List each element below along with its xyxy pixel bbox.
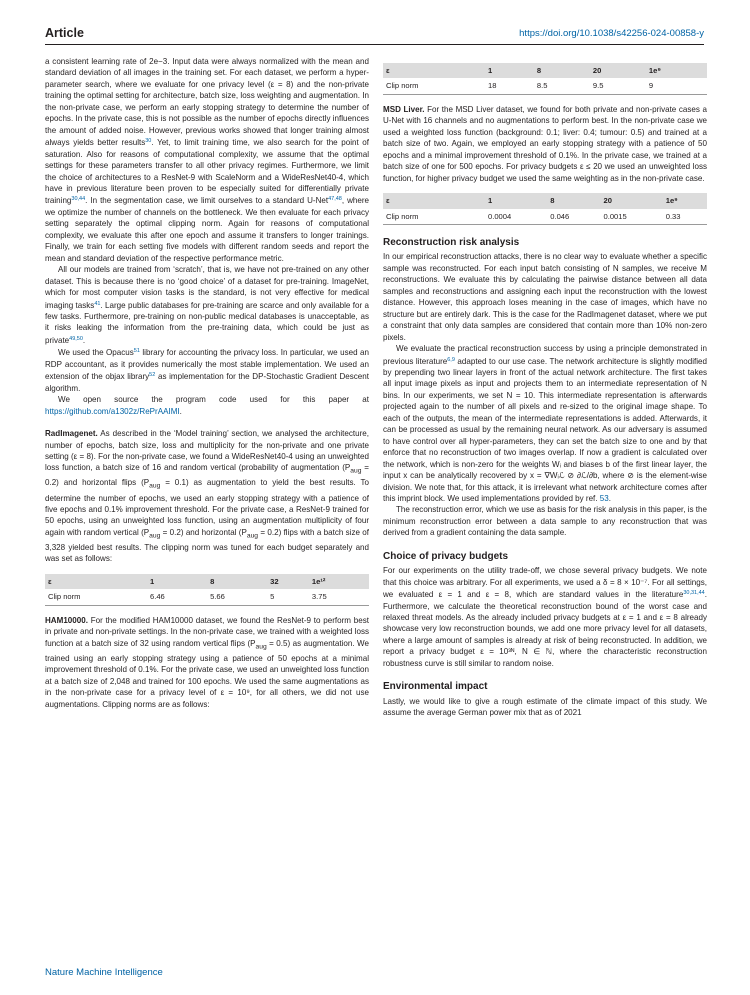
paragraph-ham10000: HAM10000. For the modified HAM10000 dataset, we found the ResNet-9 to perform best in private and non-private settings. In the non-private case, we trained with a weighted loss function at a batch size of 32 using random vertical flips $(P_{aug} = 0.5)$ as augmentation. We trained using an early stopping strategy using a patience of 50 epochs at a minimal improvement threshold of 0.1%. For the private case, we used an unweighted loss function at a batch size of 2,048 and trained for 100 epochs. We used the same augmentations as in the non-private case for a privacy level of ε = 10⁹, for all others, we did not use augmentations. Clipping norms are as follows: <box>45 615 369 709</box>
heading-environmental-impact: Environmental impact <box>383 681 488 693</box>
header-rule <box>45 44 704 45</box>
citation[interactable]: 30,44 <box>71 196 86 203</box>
paragraph-reconstruction-1: In our empirical reconstruction attacks, there is no clear way to evaluate whether a specific sample was reconstructed. For each input batch consisting of N samples, we receive M reconstructions. We evaluate this by calculating the pairwise distance between all data samples and reconstructions and assigning each input the reconstruction with the lowest distance. However, this approach loses meaning in the case of images, which have no structure but are entirely dark. This is the case for the RadImagenet dataset, where we put a constraint that only data samples are considered that contain more than 10% non-zero pixels. <box>383 252 707 342</box>
msd-clip-table: ε 1 8 20 1e⁹ Clip norm 0.0004 0.046 0.0015 0.33 <box>383 193 707 225</box>
radimagenet-clip-table: ε 1 8 32 1e¹² Clip norm 6.46 5.66 5 3.75 <box>45 574 369 606</box>
citation[interactable]: 30,31,44 <box>683 590 705 597</box>
citation[interactable]: 51 <box>133 348 140 355</box>
doi-link[interactable]: https://doi.org/10.1038/s42256-024-00858-y <box>519 28 704 39</box>
paragraph-training: a consistent learning rate of 2e−3. Input data were always normalized with the mean and standard deviation of all images in the training set. For each dataset, we perform a hyper-parameter search, where we evaluate for one privacy level (ε = 8) and the non-private training the optimal setting for architecture, batch size, loss weighting and augmentation. In the non-private case, we perform an early stopping strategy to determine the number of epochs. In the private case, this is not possible as the number of epochs directly influences the amount of added noise. However, previous works showed that longer training almost always yields better results$^{30}$. Yet, to limit training time, we also search for the point of saturation. Also for reasons of computational complexity, we assume that the optimal settings for these parameters transfer to all other privacy regimes. Furthermore, we limit the choice of architectures to a ResNet-9 with ScaleNorm and a WideResNet40-4, which have in previous literature been proven to be especially suited for differentially private training$^{30,44}$. In the segmentation case, we limit ourselves to a standard U-Net$^{47,48}$, where we optimize the number of channels on the bottleneck. We then evaluate for each privacy setting separately the optimal clipping norm. Again for reasons of computational complexity, we evaluate this after one epoch and assume it transfers to longer trainings. Finally, we train for each setting five models with different random seeds and report the mean and standard deviation of the respective performance metric. <box>45 57 369 263</box>
citation[interactable]: 6,9 <box>447 356 455 363</box>
paragraph-privacy-budgets: For our experiments on the utility trade-off, we chose several privacy budgets. We note that this choice was arbitrary. For all experiments, we used a δ = 8 × 10⁻⁷. For all settings, we evaluated ε = 1 and ε = 8, which are standard values in the literature$^{30,31,44}$. Furthermore, we calculate the theoretical reconstruction bound of the worst case and relaxed threat models. As the already included privacy budgets at ε = 1 and ε = 8 already showcase very low reconstruction bounds, we add one more privacy level for all datasets, where a large amount of samples is already at risk of being reconstructed. In addition, we report a privacy budget ε = 10³ᴺ, N ∈ ℕ, where the characteristic reconstruction robustness curve is still similar to random noise. <box>383 566 707 668</box>
citation[interactable]: 52 <box>149 372 156 379</box>
paragraph-environmental: Lastly, we would like to give a rough estimate of the climate impact of this study. We assume the average German power mix that as of 2021 <box>383 696 707 718</box>
ref-53-link[interactable]: 53 <box>599 493 609 503</box>
journal-footer: Nature Machine Intelligence <box>45 967 163 978</box>
paragraph-radimagenet: RadImagenet. As described in the ‘Model training’ section, we analysed the architecture, number of epochs, batch size, loss and multiplicity for the non-private and one private setting (ε = 8). For the non-private case, we found a WideResNet40-4 using an unweighted loss function, a batch size of 16 and random vertical (probability of augmentation $(P_{aug} = 0.2)$ and horizontal flips $(P_{aug} = 0.1)$ as augmentation to yield the best results. To determine the number of epochs, we used an early stopping strategy with a patience of five epochs and 0.1% improvement threshold. For the private case, a ResNet-9 trained for 50 epochs, using an unweighted loss function, using an augmentation multiplicity of four again with random vertical $(P_{aug} = 0.2)$ and horizontal $(P_{aug} = 0.2)$ flips with a batch size of 3,328 yielded best results. The clipping norm was tuned for each budget separately and was set as follows: <box>45 429 370 564</box>
paragraph-reconstruction-2: We evaluate the practical reconstruction success by using a principle demonstrated in previous literature$^{6,9}$ adapted to our use case. The network architecture is slightly modified by prepending two linear layers in front of the actual network architecture. The first takes all input image pixels as input and projects them to an intermediate representation of N bins. In our experiments, we set N = 10. This intermediate representation is afterwards projected again to the number of all pixels and re-sized to the original image shape. To each of the outputs, the mean of the intermediate representations is added. Afterwards, it can be processed as usual by the remaining neural network. As our adversary is assumed to have control over all hyper-parameters, they can set the batch size to one and by that enforce that no reconstruction of two images overlap. If now a gradient is calculated over the network, which is non-zero for the weights Wᵢ and biases b of the first linear layer, the input x can be analytically recovered by x = ∇Wᵢℒ ⊘ ∂ℒ/∂b, where ⊘ is the element-wise division. We note that, for this attack, it is irrelevant what network architecture comes after this imprint block. We used implementations provided by ref. 53. <box>383 344 707 503</box>
section-label: Article <box>45 26 84 40</box>
citation[interactable]: 41 <box>94 300 101 307</box>
left-column <box>45 56 369 710</box>
heading-reconstruction-risk: Reconstruction risk analysis <box>383 236 520 248</box>
citation[interactable]: 49,50 <box>69 335 83 342</box>
paragraph-reconstruction-3: The reconstruction error, which we use as basis for the risk analysis in this paper, is the minimum reconstruction error between a data sample to any reconstruction that was derived from a gradient containing the data sample. <box>383 505 707 538</box>
paragraph-msd-liver: MSD Liver. For the MSD Liver dataset, we found for both private and non-private cases a U-Net with 16 channels and no augmentations to perform best. In the non-private case we used a weighted loss function (background: 0.1; liver: 0.4; tumour: 0.5) and trained at a batch size of two. Again, we employed an early stopping strategy with a patience of 50 epochs and a minimal improvement threshold of 0.1%. In the private case, we trained at a batch size of one for 500 epochs. For privacy budgets ε ≤ 20 we used an unweighted loss function, for higher privacy budget we used the same weighting as in the non-private case. <box>383 104 707 183</box>
right-column <box>383 63 707 719</box>
paragraph-code: We open source the program code used for this paper at https://github.com/a1302z/RePrAAIMI. <box>45 395 369 416</box>
github-link[interactable]: https://github.com/a1302z/RePrAAIMI <box>45 406 180 416</box>
citation[interactable]: 47,48 <box>328 196 342 203</box>
paragraph-opacus: We used the Opacus$^{51}$ library for accounting the privacy loss. In particular, we used an RDP accountant, as it provides numerically the most stable implementation. We used an extension of the objax library$^{52}$ as implementation for the DP-Stochastic Gradient Descent algorithm. <box>45 348 369 393</box>
heading-privacy-budgets: Choice of privacy budgets <box>383 550 509 562</box>
ham-clip-table: ε 1 8 20 1e⁹ Clip norm 18 8.5 9.5 9 <box>383 63 707 95</box>
paragraph-pretraining: All our models are trained from ‘scratch’, that is, we have not pre-trained on any other dataset. This is because there is no ‘good choice’ of a dataset for pre-training. ImageNet, which for most computer vision tasks is the standard, is not very effective for medical imaging tasks$^{41}$. Large public databases for pre-training are scarce and only available for a few tasks. Furthermore, pre-training on non-public medical databases is unacceptable, as it risks leaking the information from the pre-training data, which could be just as private$^{49,50}$. <box>45 265 369 345</box>
citation[interactable]: 30 <box>145 138 152 145</box>
